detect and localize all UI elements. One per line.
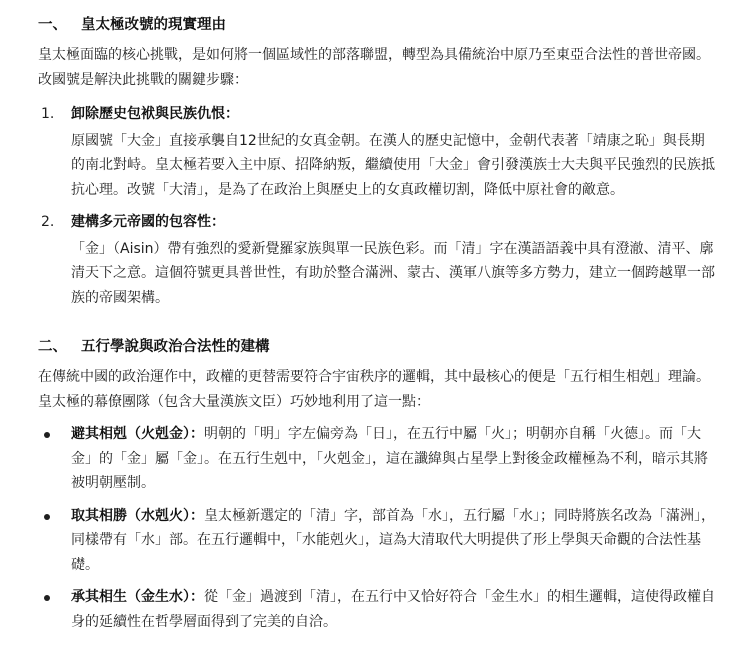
section-heading-1 [38, 12, 718, 38]
section-number: 一、 [38, 17, 67, 33]
list-number: 2. [41, 214, 55, 230]
list-item [38, 504, 718, 578]
list-number: 1. [41, 106, 55, 122]
list-item [38, 422, 718, 496]
list-item-title: 建構多元帝國的包容性： [71, 214, 225, 230]
document-body [38, 12, 718, 642]
bullet-icon [44, 432, 50, 438]
list-item [38, 102, 718, 202]
list-item-title: 承其相生（金生水）： [71, 589, 204, 605]
list-item-body: 「金」（Aisin）帶有強烈的愛新覺羅家族與單一民族色彩。而「清」字在漢語語義中具有澄澈、清平、廓清天下之意。這個符號更具普世性，有助於整合滿洲、蒙古、漢軍八旗等多方勢力，建立一個跨越單一部族的帝國架構。 [71, 240, 715, 306]
list-item-title: 取其相勝（水剋火）： [71, 507, 204, 524]
list-item-title: 避其相剋（火剋金）： [71, 426, 204, 442]
list-item [38, 585, 718, 634]
numbered-list [38, 102, 718, 310]
list-item-title: 卸除歷史包袱與民族仇恨： [71, 106, 239, 122]
section-number: 二、 [38, 339, 67, 355]
section-intro: 在傳統中國的政治運作中，政權的更替需要符合宇宙秩序的邏輯，其中最核心的便是「五行相生相剋」理論。皇太極的幕僚團隊（包含大量漢族文臣）巧妙地利用了這一點： [38, 369, 710, 410]
section-title: 皇太極改號的現實理由 [81, 17, 226, 33]
list-item-body: 原國號「大金」直接承襲自12世紀的女真金朝。在漢人的歷史記憶中，金朝代表著「靖康之恥」與長期的南北對峙。皇太極若要入主中原、招降納叛，繼續使用「大金」會引發漢族士大夫與平民強烈的民族抵抗心理。改號「大清」，是為了在政治上與歷史上的女真政權切割，降低中原社會的敵意。 [71, 132, 715, 198]
list-item [38, 210, 718, 310]
section-intro: 皇太極面臨的核心挑戰，是如何將一個區域性的部落聯盟，轉型為具備統治中原乃至東亞合法性的普世帝國。改國號是解決此挑戰的關鍵步驟： [38, 47, 710, 88]
section-2 [38, 334, 718, 634]
bullet-icon [44, 595, 50, 601]
bullet-list [38, 422, 718, 634]
list-item-body: 從「金」過渡到「清」，在五行中又恰好符合「金生水」的相生邏輯，這使得政權自身的延續性在哲學層面得到了完美的自洽。 [71, 589, 715, 630]
section-heading-2 [38, 334, 718, 360]
section-title: 五行學說與政治合法性的建構 [81, 339, 270, 355]
list-item-body: 明朝的「明」字左偏旁為「日」，在五行中屬「火」；明朝亦自稱「火德」。而「大金」的「金」屬「金」。在五行生剋中，「火剋金」，這在讖緯與占星學上對後金政權極為不利，暗示其將被明朝壓制。 [71, 426, 708, 491]
bullet-icon [44, 514, 50, 520]
list-item-body: 皇太極新選定的「清」字，部首為「水」，五行屬「水」；同時將族名改為「滿洲」，同樣帶有「水」部。在五行邏輯中，「水能剋火」，這為大清取代大明提供了形上學與天命觀的合法性基礎。 [71, 507, 715, 573]
